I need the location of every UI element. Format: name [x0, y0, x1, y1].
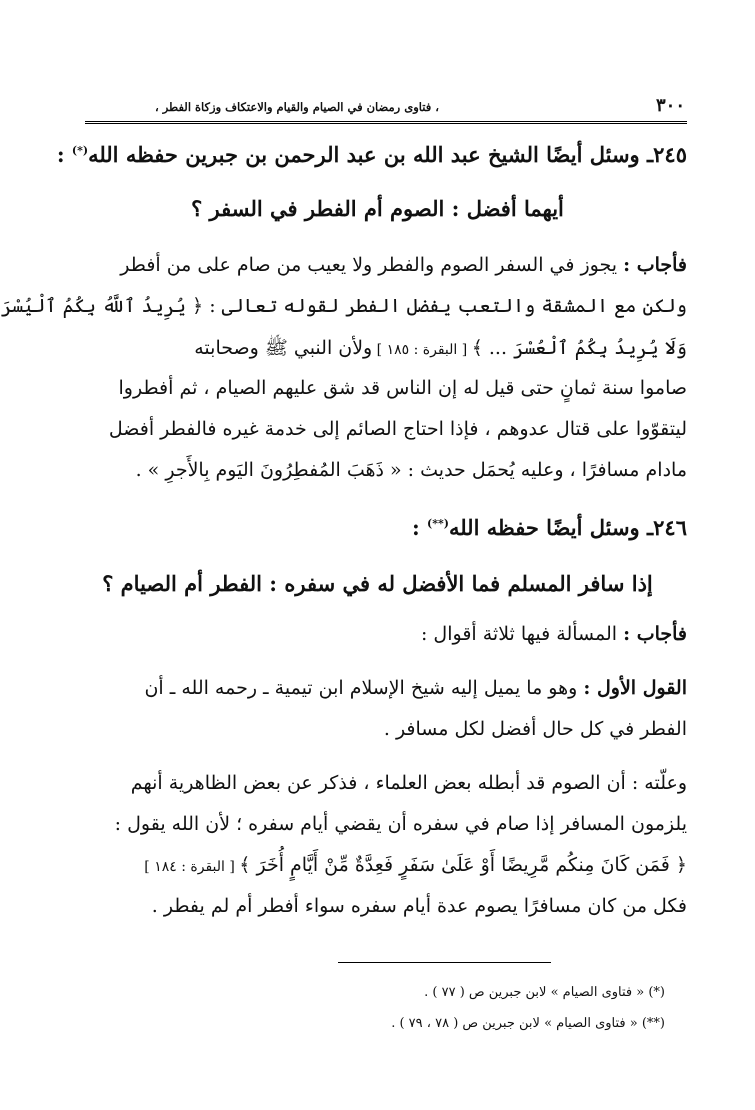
fatwa-245-line-6: مادام مسافرًا ، وعليه يُحمَل حديث : « ذَهَبَ المُفطِرُونَ اليَوم بِالأَجرِ » .	[135, 459, 687, 481]
quran-reference: [ البقرة : ١٨٤ ]	[144, 859, 240, 875]
fatwa-246-title: ٢٤٦ـ وسئل أيضًا حفظه الله	[448, 515, 687, 540]
page-header	[85, 95, 685, 119]
footnote-1: (*) « فتاوى الصيام » لابن جبرين ص ( ٧٧ ) .	[424, 985, 665, 1000]
reason-line-1: وعلّته : أن الصوم قد أبطله بعض العلماء ، فذكر عن بعض الظاهرية أنهم	[130, 772, 687, 794]
quran-reference: [ البقرة : ١٨٥ ]	[372, 342, 472, 358]
running-title: ، فتاوى رمضان في الصيام والقيام والاعتكاف وزكاة الفطر ،	[155, 100, 439, 114]
fatwa-245-line-2	[0, 295, 687, 317]
fatwa-246-heading	[68, 515, 687, 540]
footnote-rule	[338, 962, 551, 963]
answer-text: المسألة فيها ثلاثة أقوال :	[420, 623, 624, 645]
fatwa-246-answer-intro	[68, 623, 687, 645]
footnote-marker-2: (**)	[427, 517, 449, 530]
fatwa-245-title: ٢٤٥ـ وسئل أيضًا الشيخ عبد الله بن عبد الرحمن بن جبرين حفظه الله	[88, 142, 687, 167]
answer-text: ولأن النبي ﷺ وصحابته	[194, 337, 373, 359]
answer-text: يجوز في السفر الصوم والفطر ولا يعيب من صام على من أفطر	[120, 254, 624, 276]
reason-line-3	[68, 854, 687, 876]
quran-verse: وَلَا يُرِيدُ بِكُمُ ٱلْعُسْرَ ... ﴾	[471, 337, 687, 359]
header-rule	[85, 121, 687, 124]
first-opinion-line-2: الفطر في كل حال أفضل لكل مسافر .	[383, 718, 687, 740]
fatwa-245-line-1	[68, 254, 687, 276]
heading-colon: :	[56, 142, 72, 167]
first-opinion-line-1	[68, 677, 687, 699]
page-number: ٣٠٠	[655, 95, 685, 116]
heading-colon: :	[411, 515, 428, 540]
quran-verse: ﴿ يُرِيدُ ٱللَّهُ بِكُمُ ٱلْيُسْرَ	[0, 295, 204, 317]
answer-label: فأجاب :	[623, 254, 687, 276]
answer-text: ولكن مع المشقة والتعب يفضل الفطر لقوله تعالى :	[203, 295, 687, 317]
reason-line-2: يلزمون المسافر إذا صام في سفره أن يقضي أيام سفره ؛ لأن الله يقول :	[114, 813, 687, 835]
fatwa-245-line-5: ليتقوّوا على قتال عدوهم ، فإذا احتاج الصائم إلى خدمة غيره فالفطر أفضل	[108, 418, 687, 440]
footnote-2: (**) « فتاوى الصيام » لابن جبرين ص ( ٧٨ ، ٧٩ ) .	[391, 1016, 665, 1031]
fatwa-245-line-4: صاموا سنة ثمانٍ حتى قيل له إن الناس قد شق عليهم الصيام ، ثم أفطروا	[118, 377, 687, 399]
first-opinion-label: القول الأول :	[583, 677, 687, 699]
fatwa-246-question: إذا سافر المسلم فما الأفضل له في سفره : الفطر أم الصيام ؟	[102, 571, 653, 596]
quran-verse: ﴿ فَمَن كَانَ مِنكُم مَّرِيضًا أَوْ عَلَىٰ سَفَرٍ فَعِدَّةٌ مِّنْ أَيَّامٍ أُخَرَ ﴾	[239, 854, 687, 876]
first-opinion-text: وهو ما يميل إليه شيخ الإسلام ابن تيمية ـ رحمه الله ـ أن	[144, 677, 584, 699]
fatwa-245-line-3	[68, 336, 687, 364]
fatwa-245-heading	[56, 142, 687, 167]
answer-label: فأجاب :	[623, 623, 687, 645]
fatwa-245-question: أيهما أفضل : الصوم أم الفطر في السفر ؟	[191, 196, 564, 221]
footnote-marker-1: (*)	[71, 144, 89, 157]
reason-line-4: فكل من كان مسافرًا يصوم عدة أيام سفره سواء أفطر أم لم يفطر .	[151, 895, 687, 917]
